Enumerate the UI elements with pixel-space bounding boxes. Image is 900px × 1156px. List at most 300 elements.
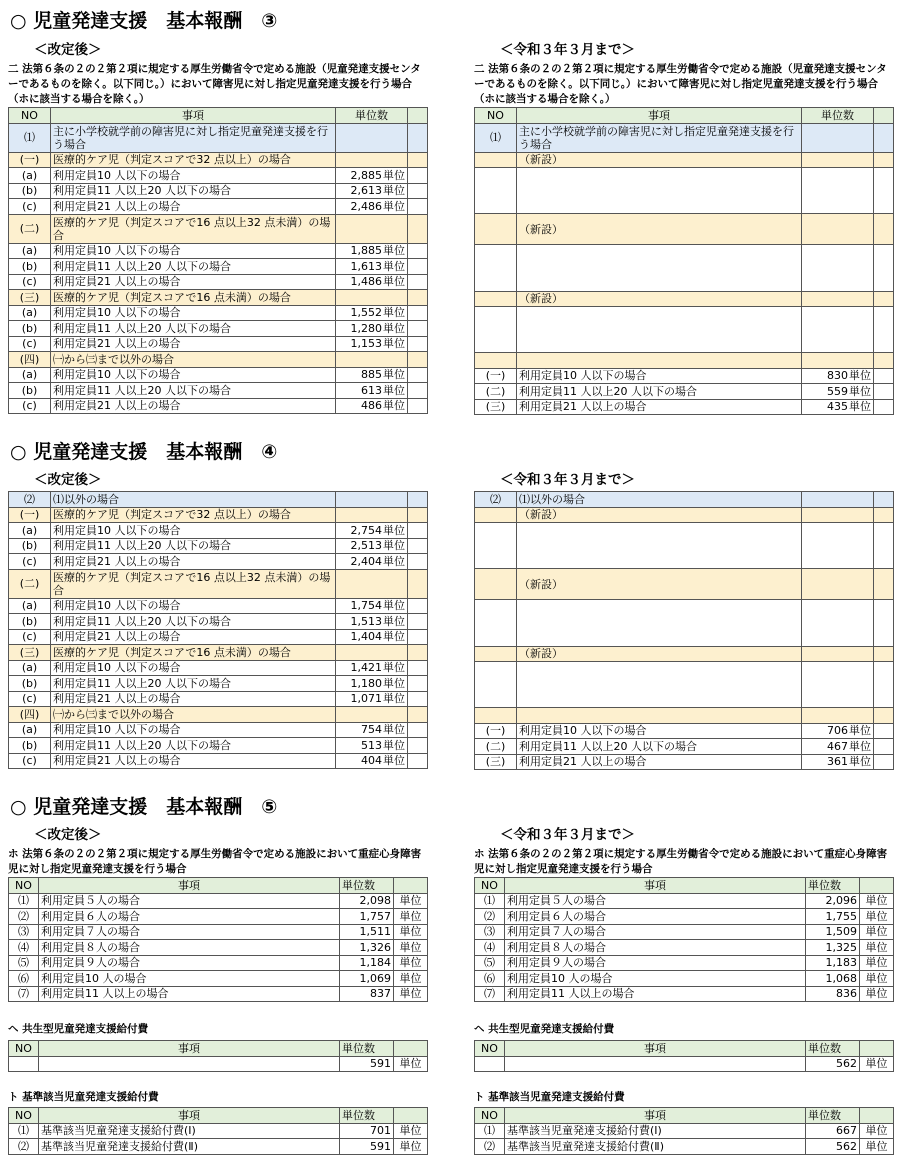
- unit-label: 単位: [860, 1056, 894, 1072]
- col-item: 事項: [39, 878, 340, 894]
- table-cell: 利用定員11 人以上20 人以下の場合: [51, 738, 336, 754]
- he-title-before: ヘ 共生型児童発達支援給付費: [474, 1023, 615, 1035]
- unit-value-cell: [336, 367, 408, 383]
- he-before-table: [474, 1040, 894, 1072]
- blank-row: [475, 523, 894, 569]
- blank-row: [475, 307, 894, 353]
- table-cell: [408, 123, 428, 152]
- table-cell: (c): [9, 691, 51, 707]
- table-row: [9, 940, 428, 956]
- after-label: ＜改定後＞: [34, 42, 102, 58]
- col-unit: [860, 878, 894, 894]
- section3-title: ○ 児童発達支援 基本報酬 ③: [10, 10, 278, 32]
- unit-label: 単位: [394, 909, 428, 925]
- unit-value: 2,885: [350, 168, 382, 182]
- unit-value: 1,486: [350, 275, 382, 289]
- unit-label: 単位: [860, 909, 894, 925]
- table-cell: (一): [9, 507, 51, 523]
- unit-value: 2,098: [340, 893, 394, 909]
- table-cell: 医療的ケア児（判定スコアで16 点未満）の場合: [51, 290, 336, 306]
- group-row: [9, 214, 428, 243]
- table-cell: 利用定員21 人以上の場合: [51, 274, 336, 290]
- unit-value-cell: [336, 523, 408, 539]
- table-cell: 利用定員10 人以下の場合: [51, 168, 336, 184]
- table-cell: [874, 600, 894, 647]
- unit-label: 単位: [860, 1123, 894, 1139]
- table-cell: (a): [9, 305, 51, 321]
- table-cell: ⑴: [9, 893, 39, 909]
- table-row: [475, 368, 894, 384]
- table-cell: [408, 243, 428, 259]
- unit-label: 単位: [849, 384, 871, 398]
- table-cell: 利用定員６人の場合: [505, 909, 806, 925]
- new-row: [475, 152, 894, 168]
- new-row: [475, 569, 894, 600]
- he-title: ヘ 共生型児童発達支援給付費: [8, 1023, 149, 1035]
- unit-value: 1,069: [340, 971, 394, 987]
- table-cell: ⑶: [475, 924, 505, 940]
- unit-label: 単位: [849, 739, 871, 753]
- unit-value-cell: [802, 399, 874, 415]
- unit-value-cell: [336, 183, 408, 199]
- col-units: 単位数: [806, 1041, 860, 1057]
- table-cell: 利用定員10 人以下の場合: [517, 368, 802, 384]
- header-row: [475, 878, 894, 894]
- unit-label: 単位: [383, 676, 405, 690]
- he-after-table: [8, 1040, 428, 1072]
- table-cell: 利用定員21 人以上の場合: [517, 399, 802, 415]
- table-cell: (二): [9, 569, 51, 598]
- unit-label: 単位: [383, 630, 405, 644]
- table-cell: [408, 168, 428, 184]
- table-cell: [408, 259, 428, 275]
- unit-value: 1,754: [350, 599, 382, 613]
- table-cell: [517, 353, 802, 369]
- table-cell: 利用定員５人の場合: [505, 893, 806, 909]
- unit-value-cell: [336, 691, 408, 707]
- unit-value: 1,280: [350, 321, 382, 335]
- table-cell: [408, 554, 428, 570]
- table-cell: [874, 739, 894, 755]
- blank-row: [475, 662, 894, 708]
- sec3-after: [8, 38, 428, 414]
- unit-label: 単位: [849, 724, 871, 738]
- col-no: NO: [475, 878, 505, 894]
- sec5-intro-before: ホ 法第６条の２の２第２項に規定する厚生労働省令で定める施設において重症心身障害児に対し指定児童発達支援を行う場合: [474, 848, 888, 875]
- table-cell: 利用定員21 人以上の場合: [51, 554, 336, 570]
- table-row: [475, 723, 894, 739]
- unit-value: 486: [361, 399, 382, 413]
- unit-value-cell: [802, 723, 874, 739]
- table-cell: [408, 507, 428, 523]
- unit-value-cell: [336, 321, 408, 337]
- table-cell: ㈠から㈢まで以外の場合: [51, 707, 336, 723]
- unit-value: 1,153: [350, 337, 382, 351]
- table-cell: (c): [9, 629, 51, 645]
- table-cell: (三): [9, 645, 51, 661]
- unit-value: 562: [806, 1056, 860, 1072]
- unit-label: 単位: [394, 1139, 428, 1155]
- table-cell: ⑺: [475, 986, 505, 1002]
- header-row: [475, 1108, 894, 1124]
- to-after-table: [8, 1107, 428, 1155]
- table-cell: 利用定員10 人以下の場合: [51, 305, 336, 321]
- table-row: [475, 986, 894, 1002]
- col-item: 事項: [39, 1041, 340, 1057]
- table-cell: [517, 523, 802, 569]
- col-units: 単位数: [336, 108, 408, 124]
- table-cell: [874, 492, 894, 508]
- table-cell: [517, 245, 802, 292]
- unit-value-cell: [336, 383, 408, 399]
- table-cell: (四): [9, 352, 51, 368]
- table-row: [9, 305, 428, 321]
- sec3-before-table: [474, 107, 894, 415]
- unit-label: 単位: [383, 754, 405, 768]
- table-cell: (一): [475, 723, 517, 739]
- unit-label: 単位: [849, 400, 871, 414]
- table-cell: (b): [9, 614, 51, 630]
- table-row: [475, 1139, 894, 1155]
- unit-label: 単位: [383, 199, 405, 213]
- table-cell: ⑵: [475, 1139, 505, 1155]
- table-cell: 利用定員10 人以下の場合: [51, 598, 336, 614]
- table-cell: 医療的ケア児（判定スコアで32 点以上）の場合: [51, 507, 336, 523]
- table-cell: 利用定員11 人以上20 人以下の場合: [51, 538, 336, 554]
- table-cell: 主に小学校就学前の障害児に対し指定児童発達支援を行う場合: [517, 123, 802, 152]
- table-cell: 利用定員11 人以上20 人以下の場合: [51, 676, 336, 692]
- table-cell: 利用定員９人の場合: [39, 955, 340, 971]
- col-blank: [408, 108, 428, 124]
- to-title: ト 基準該当児童発達支援給付費: [8, 1091, 159, 1103]
- unit-value-cell: [802, 384, 874, 400]
- to-title-before: ト 基準該当児童発達支援給付費: [474, 1091, 625, 1103]
- table-cell: ⑴: [9, 123, 51, 152]
- table-cell: [408, 707, 428, 723]
- unit-label: 単位: [849, 369, 871, 383]
- table-cell: [802, 492, 874, 508]
- table-cell: [874, 754, 894, 770]
- table-cell: 利用定員８人の場合: [505, 940, 806, 956]
- table-cell: (b): [9, 183, 51, 199]
- table-cell: 利用定員21 人以上の場合: [51, 336, 336, 352]
- unit-value: 467: [827, 739, 848, 753]
- table-cell: [475, 569, 517, 600]
- section4-title: ○ 児童発達支援 基本報酬 ④: [10, 441, 278, 463]
- unit-label: 単位: [394, 986, 428, 1002]
- table-cell: [408, 569, 428, 598]
- unit-value: 1,421: [350, 661, 382, 675]
- table-cell: [874, 168, 894, 214]
- unit-value-cell: [336, 259, 408, 275]
- table-cell: ⑴: [475, 123, 517, 152]
- table-cell: 医療的ケア児（判定スコアで32 点以上）の場合: [51, 152, 336, 168]
- table-cell: [408, 336, 428, 352]
- header-row: [475, 1041, 894, 1057]
- unit-value: 613: [361, 383, 382, 397]
- table-cell: [874, 569, 894, 600]
- sec4-after-table: [8, 491, 428, 769]
- table-cell: [408, 398, 428, 414]
- table-row: [9, 367, 428, 383]
- unit-label: 単位: [860, 924, 894, 940]
- unit-label: 単位: [383, 599, 405, 613]
- top-row: [9, 123, 428, 152]
- table-cell: 利用定員７人の場合: [39, 924, 340, 940]
- table-row: [9, 676, 428, 692]
- table-cell: 利用定員10 人の場合: [505, 971, 806, 987]
- table-cell: [408, 660, 428, 676]
- table-cell: [39, 1056, 340, 1072]
- col-item: 事項: [51, 108, 336, 124]
- table-row: [475, 940, 894, 956]
- table-cell: [336, 569, 408, 598]
- table-row: [475, 924, 894, 940]
- unit-label: 単位: [383, 368, 405, 382]
- table-row: [475, 1123, 894, 1139]
- table-cell: ㈠から㈢まで以外の場合: [51, 352, 336, 368]
- table-cell: [874, 291, 894, 307]
- table-row: [9, 971, 428, 987]
- table-cell: 利用定員10 人以下の場合: [51, 243, 336, 259]
- unit-value: 2,486: [350, 199, 382, 213]
- col-no: NO: [9, 108, 51, 124]
- table-cell: ⑶: [9, 924, 39, 940]
- table-cell: [802, 291, 874, 307]
- table-cell: [336, 507, 408, 523]
- table-cell: [408, 305, 428, 321]
- group-row: [9, 507, 428, 523]
- blank-row: [475, 708, 894, 724]
- unit-value-cell: [336, 336, 408, 352]
- header-row: [9, 1041, 428, 1057]
- table-row: [9, 274, 428, 290]
- table-cell: [408, 523, 428, 539]
- table-cell: (二): [475, 739, 517, 755]
- table-cell: [874, 214, 894, 245]
- col-no: NO: [9, 1108, 39, 1124]
- unit-label: 単位: [383, 383, 405, 397]
- table-row: [9, 243, 428, 259]
- table-cell: [475, 662, 517, 708]
- col-units: 単位数: [806, 1108, 860, 1124]
- unit-label: 単位: [860, 940, 894, 956]
- col-item: 事項: [505, 1041, 806, 1057]
- table-cell: [874, 307, 894, 353]
- table-cell: ⑷: [9, 940, 39, 956]
- table-cell: [802, 569, 874, 600]
- table-row: [9, 1056, 428, 1072]
- col-unit: [860, 1041, 894, 1057]
- top-row: [475, 492, 894, 508]
- table-cell: (c): [9, 274, 51, 290]
- table-cell: [802, 353, 874, 369]
- table-cell: [475, 152, 517, 168]
- table-row: [9, 168, 428, 184]
- sec5-before: [474, 823, 894, 1155]
- unit-value-cell: [802, 368, 874, 384]
- unit-value-cell: [336, 243, 408, 259]
- col-no: NO: [9, 1041, 39, 1057]
- unit-label: 単位: [383, 614, 405, 628]
- sec5-after: [8, 823, 428, 1155]
- table-cell: [802, 214, 874, 245]
- table-cell: (四): [9, 707, 51, 723]
- table-cell: ⑵: [9, 909, 39, 925]
- unit-label: 単位: [394, 971, 428, 987]
- unit-value: 754: [361, 723, 382, 737]
- table-cell: (c): [9, 398, 51, 414]
- unit-value: 1,552: [350, 306, 382, 320]
- unit-value: 1,183: [806, 955, 860, 971]
- table-cell: (b): [9, 538, 51, 554]
- sec5-after-table: [8, 877, 428, 1002]
- after-label: ＜改定後＞: [34, 472, 102, 488]
- col-item: 事項: [39, 1108, 340, 1124]
- sec5-before-table: [474, 877, 894, 1002]
- sec3-intro: 二 法第６条の２の２第２項に規定する厚生労働省令で定める施設（児童発達支援センターであるものを除く。以下同じ。）において障害児に対し指定児童発達支援を行う場合（ホに該当する場合を除く。）: [8, 63, 421, 105]
- table-cell: ⑸: [9, 955, 39, 971]
- table-row: [9, 909, 428, 925]
- unit-value: 830: [827, 369, 848, 383]
- col-units: 単位数: [340, 878, 394, 894]
- table-cell: [9, 1056, 39, 1072]
- table-cell: 基準該当児童発達支援給付費(Ⅰ): [505, 1123, 806, 1139]
- table-row: [9, 199, 428, 215]
- group-row: [9, 290, 428, 306]
- table-cell: 利用定員５人の場合: [39, 893, 340, 909]
- table-row: [9, 523, 428, 539]
- unit-value: 836: [806, 986, 860, 1002]
- table-cell: [408, 629, 428, 645]
- table-cell: (a): [9, 722, 51, 738]
- unit-value-cell: [336, 722, 408, 738]
- new-row: [475, 646, 894, 662]
- table-cell: [874, 384, 894, 400]
- unit-value: 562: [806, 1139, 860, 1155]
- table-cell: [408, 738, 428, 754]
- table-cell: [475, 168, 517, 214]
- table-cell: [874, 523, 894, 569]
- table-cell: (一): [475, 368, 517, 384]
- unit-label: 単位: [860, 971, 894, 987]
- table-cell: 利用定員11 人以上20 人以下の場合: [51, 321, 336, 337]
- header-row: [9, 108, 428, 124]
- table-cell: [475, 523, 517, 569]
- table-row: [9, 614, 428, 630]
- sec3-after-table: [8, 107, 428, 414]
- table-cell: [408, 367, 428, 383]
- unit-label: 単位: [849, 755, 871, 769]
- unit-value-cell: [336, 660, 408, 676]
- col-no: NO: [475, 1108, 505, 1124]
- new-row: [475, 291, 894, 307]
- table-cell: (b): [9, 321, 51, 337]
- table-cell: [336, 645, 408, 661]
- unit-label: 単位: [383, 244, 405, 258]
- unit-label: 単位: [383, 661, 405, 675]
- after-label: ＜改定後＞: [34, 827, 102, 843]
- col-unit: [860, 1108, 894, 1124]
- table-cell: 利用定員21 人以上の場合: [51, 199, 336, 215]
- table-cell: 利用定員11 人以上20 人以下の場合: [517, 384, 802, 400]
- table-cell: [802, 646, 874, 662]
- sec5-intro: ホ 法第６条の２の２第２項に規定する厚生労働省令で定める施設において重症心身障害児に対し指定児童発達支援を行う場合: [8, 848, 422, 875]
- table-cell: (一): [9, 152, 51, 168]
- table-cell: [408, 383, 428, 399]
- unit-value-cell: [336, 199, 408, 215]
- table-row: [475, 384, 894, 400]
- unit-value: 1,885: [350, 244, 382, 258]
- table-cell: [475, 214, 517, 245]
- unit-label: 単位: [383, 275, 405, 289]
- table-row: [9, 955, 428, 971]
- table-cell: [408, 183, 428, 199]
- table-cell: 基準該当児童発達支援給付費(Ⅰ): [39, 1123, 340, 1139]
- table-cell: (b): [9, 738, 51, 754]
- table-cell: [517, 168, 802, 214]
- table-cell: [336, 214, 408, 243]
- new-label: （新設）: [517, 507, 802, 523]
- unit-value-cell: [802, 754, 874, 770]
- table-cell: ⑵: [9, 492, 51, 508]
- table-cell: (a): [9, 660, 51, 676]
- table-cell: [874, 662, 894, 708]
- new-label: （新設）: [517, 214, 802, 245]
- table-row: [9, 259, 428, 275]
- table-cell: [802, 523, 874, 569]
- table-cell: 利用定員11 人以上20 人以下の場合: [51, 383, 336, 399]
- table-cell: [408, 352, 428, 368]
- table-cell: [517, 662, 802, 708]
- table-cell: 利用定員21 人以上の場合: [51, 398, 336, 414]
- table-cell: [408, 645, 428, 661]
- col-blank: [874, 108, 894, 124]
- table-cell: [874, 507, 894, 523]
- table-cell: [802, 168, 874, 214]
- table-cell: [408, 538, 428, 554]
- unit-value: 559: [827, 384, 848, 398]
- table-cell: 利用定員６人の場合: [39, 909, 340, 925]
- table-cell: (a): [9, 523, 51, 539]
- table-cell: (二): [9, 214, 51, 243]
- table-cell: (三): [475, 399, 517, 415]
- table-cell: ⑴以外の場合: [51, 492, 336, 508]
- unit-value: 706: [827, 724, 848, 738]
- before-label: ＜令和３年３月まで＞: [500, 42, 635, 58]
- sec3-intro-before: 二 法第６条の２の２第２項に規定する厚生労働省令で定める施設（児童発達支援センターであるものを除く。以下同じ。）において障害児に対し指定児童発達支援を行う場合（ホに該当する場合を除く。）: [474, 63, 887, 105]
- table-cell: [408, 152, 428, 168]
- section5-title: ○ 児童発達支援 基本報酬 ⑤: [10, 796, 278, 818]
- table-cell: [874, 152, 894, 168]
- table-cell: [874, 353, 894, 369]
- unit-value: 435: [827, 400, 848, 414]
- table-cell: 利用定員11 人以上20 人以下の場合: [517, 739, 802, 755]
- table-row: [475, 1056, 894, 1072]
- table-row: [475, 739, 894, 755]
- table-cell: [408, 274, 428, 290]
- table-cell: (a): [9, 598, 51, 614]
- table-cell: [475, 1056, 505, 1072]
- col-item: 事項: [517, 108, 802, 124]
- table-cell: [874, 708, 894, 724]
- header-row: [9, 878, 428, 894]
- blank-row: [475, 353, 894, 369]
- table-cell: [517, 708, 802, 724]
- table-cell: ⑵: [9, 1139, 39, 1155]
- unit-label: 単位: [394, 940, 428, 956]
- new-label: （新設）: [517, 291, 802, 307]
